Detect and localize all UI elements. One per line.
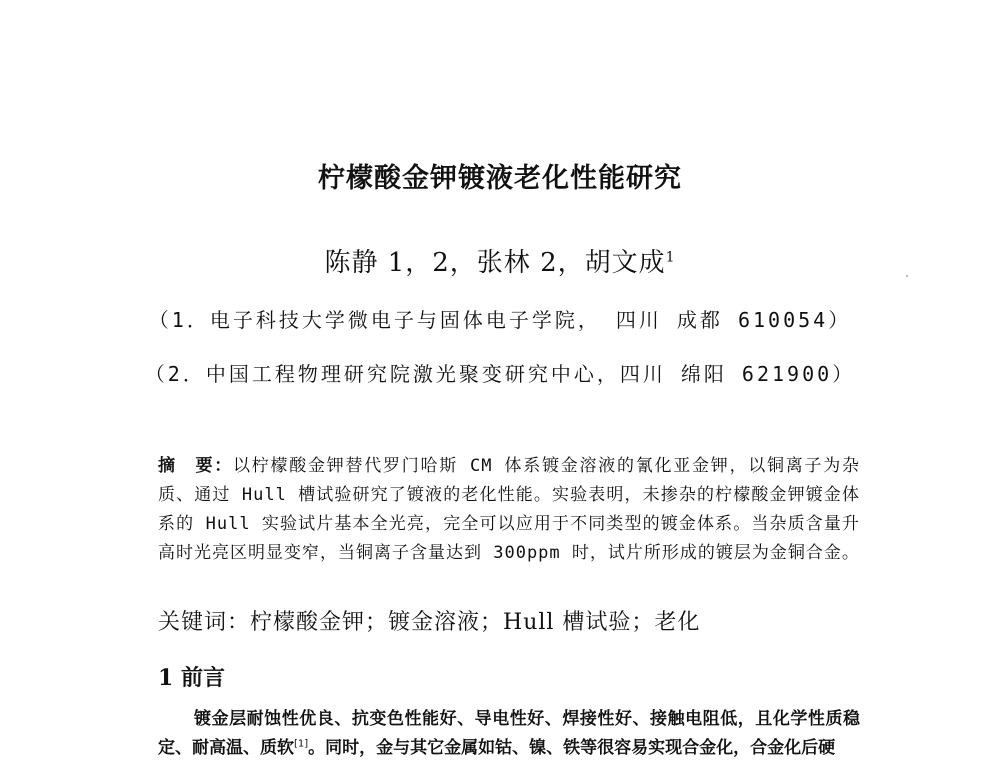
author-names: 陈静 1，2，张林 2，胡文成 [324,248,666,278]
abstract [158,452,860,568]
abstract-label: 摘 要： [158,456,234,476]
author-line [0,242,1000,279]
author-affiliation-mark: 1 [665,249,676,266]
affiliation-2: （2．中国工程物理研究院激光聚变研究中心，四川 绵阳 621900） [144,362,856,386]
keywords-text: 柠檬酸金钾；镀金溶液；Hull 槽试验；老化 [250,610,701,635]
body-paragraph [158,705,860,763]
body-text-end: 。同时，金与其它金属如钴、镍、铁等很容易实现合金化，合金化后硬 [308,738,836,758]
section-heading: 1 前言 [158,665,225,691]
body-text-start: 镀金层耐蚀性优良、抗变色性能好、导电性好、焊接性好、接触电阻低，且化学性质稳定、耐高温、质软 [158,709,860,758]
citation-ref: [1] [294,738,309,750]
scan-speck [906,275,908,277]
affiliation-1: （1．电子科技大学微电子与固体电子学院， 四川 成都 610054） [148,308,852,332]
keywords [158,605,860,636]
paper-title: 柠檬酸金钾镀液老化性能研究 [318,163,682,194]
keywords-label: 关键词： [158,610,251,635]
abstract-text: 以柠檬酸金钾替代罗门哈斯 CM 体系镀金溶液的氰化亚金钾，以铜离子为杂质、通过 Hull 槽试验研究了镀液的老化性能。实验表明，未掺杂的柠檬酸金钾镀金体系的 Hull 实验试片基本全光亮，完全可以应用于不同类型的镀金体系。当杂质含量升高时光亮区明显变窄，当铜离子含量达到 300ppm 时，试片所形成的镀层为金铜合金。 [158,456,860,563]
